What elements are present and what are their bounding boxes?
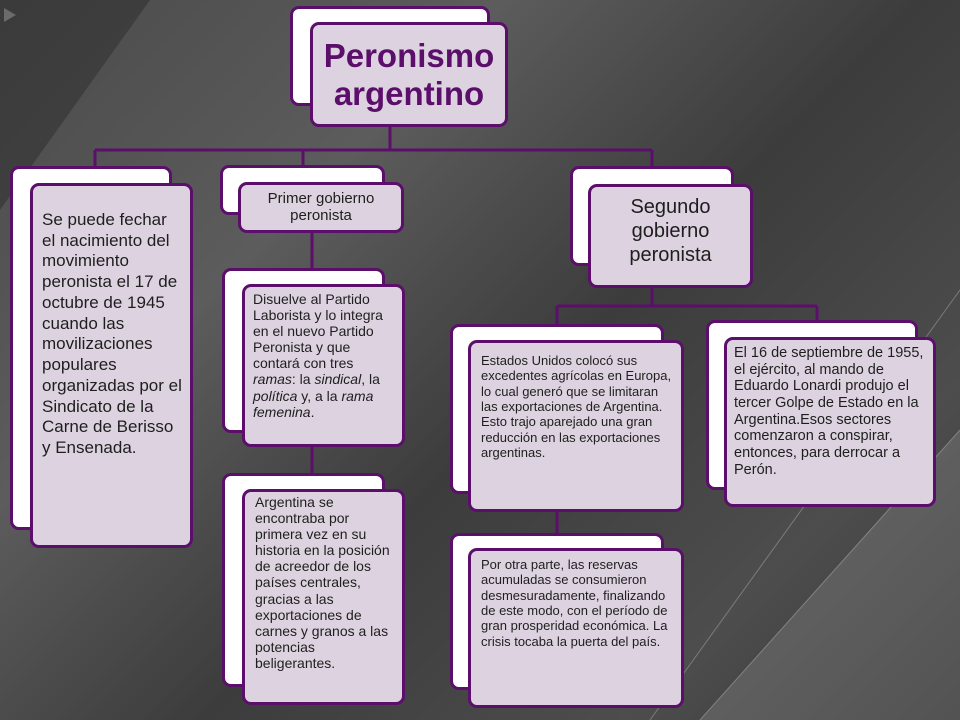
intro-node <box>30 183 193 548</box>
first-gov-heading <box>238 182 404 233</box>
second-gov-child-2-text: Por otra parte, las reservas acumuladas se consumieron desmesuradamente, finalizando de este modo, con el período de gran prosperidad económica. La crisis tocaba la puerta del país. <box>481 557 668 649</box>
second-gov-heading <box>588 184 753 288</box>
second-gov-child-2 <box>468 548 684 708</box>
first-gov-child-2-text: Argentina se encontraba por primera vez en su historia en la posición de acreedor de los países centrales, gracias a las exportaciones de carnes y granos a las potencias beligerantes. <box>255 494 390 671</box>
root-title: Peronismo argentino <box>323 36 495 112</box>
second-gov-child-3 <box>724 337 936 507</box>
second-gov-heading-label: Segundo gobierno peronista <box>629 196 712 266</box>
root-node <box>310 22 508 127</box>
first-gov-heading-label: Primer gobierno peronista <box>267 190 375 225</box>
intro-text: Se puede fechar el nacimiento del movimiento peronista el 17 de octubre de 1945 cuando las movilizaciones populares organizadas por el Sindicato de la Carne de Berisso y Ensenada. <box>42 210 182 458</box>
first-gov-child-1-text: Disuelve al Partido Laborista y lo integra en el nuevo Partido Peronista y que contará con tres ramas: la sindical, la política y, a la rama femenina. <box>253 291 383 420</box>
first-gov-child-2 <box>242 489 405 705</box>
second-gov-child-3-text: El 16 de septiembre de 1955, el ejército, al mando de Eduardo Lonardi produjo el tercer Golpe de Estado en la Argentina.Esos sectores comenzaron a conspirar, entonces, para derrocar a Perón. <box>734 345 924 478</box>
second-gov-child-1-text: Estados Unidos colocó sus excedentes agrícolas en Europa, lo cual generó que se limitaran las exportaciones de Argentina. Esto trajo aparejado una gran reducción en las exportaciones argentinas. <box>481 353 672 460</box>
first-gov-child-1 <box>242 284 405 447</box>
second-gov-child-1 <box>468 340 684 512</box>
